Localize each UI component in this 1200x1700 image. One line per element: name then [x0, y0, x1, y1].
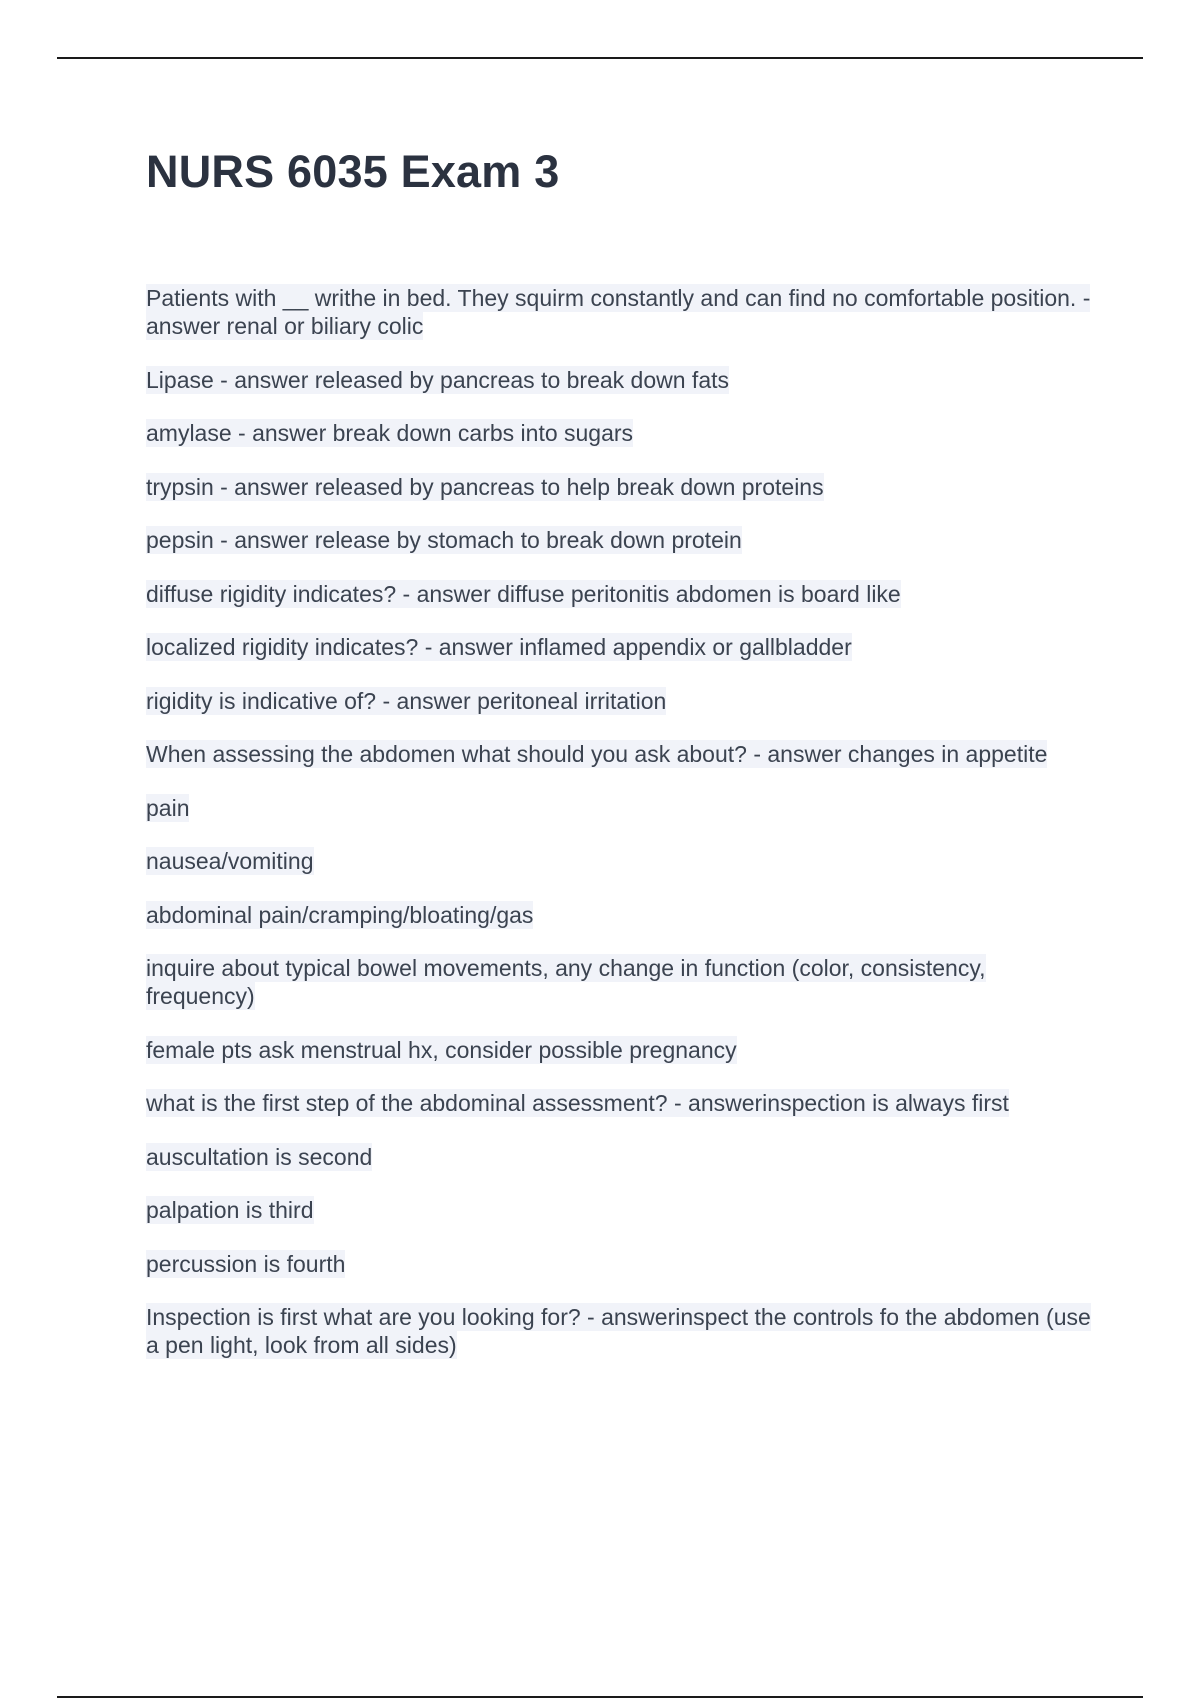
list-item — [146, 1036, 1096, 1064]
entry-text: diffuse rigidity indicates? - answer diffuse peritonitis abdomen is board like — [146, 580, 901, 607]
entry-text: pain — [146, 794, 190, 821]
list-item — [146, 526, 1096, 554]
entry-text: When assessing the abdomen what should you ask about? - answer changes in appetite — [146, 741, 1048, 767]
entry-text: nausea/vomiting — [146, 848, 314, 874]
list-item — [146, 954, 1096, 1010]
list-item — [146, 633, 1096, 661]
list-item — [146, 794, 1096, 822]
entry-text: Inspection is first what are you looking for? - answerinspect the controls fo the abdomen (use a pen light, look from all sides) — [146, 1304, 1091, 1358]
list-item — [146, 284, 1096, 340]
entry-text: Lipase - answer released by pancreas to break down fats — [146, 366, 729, 393]
entry-text: abdominal pain/cramping/bloating/gas — [146, 901, 534, 928]
entry-text: auscultation is second — [146, 1143, 373, 1170]
list-item — [146, 1196, 1096, 1224]
entry-text: palpation is third — [146, 1197, 314, 1223]
entry-text: Patients with __ writhe in bed. They squirm constantly and can find no comfortable position. - answer renal or biliary colic — [146, 285, 1091, 339]
entry-text: trypsin - answer released by pancreas to help break down proteins — [146, 473, 824, 500]
entry-text: localized rigidity indicates? - answer inflamed appendix or gallbladder — [146, 634, 852, 660]
list-item — [146, 473, 1096, 501]
entry-text: inquire about typical bowel movements, any change in function (color, consistency, frequency) — [146, 955, 986, 1009]
page-title: NURS 6035 Exam 3 — [146, 146, 560, 197]
bottom-rule — [57, 1696, 1143, 1698]
entry-text: pepsin - answer release by stomach to break down protein — [146, 527, 742, 553]
qa-list — [146, 284, 1096, 1385]
list-item — [146, 1250, 1096, 1278]
list-item — [146, 901, 1096, 929]
list-item — [146, 419, 1096, 447]
entry-text: amylase - answer break down carbs into sugars — [146, 420, 634, 446]
entry-text: rigidity is indicative of? - answer peritoneal irritation — [146, 687, 667, 714]
list-item — [146, 580, 1096, 608]
top-rule — [57, 57, 1143, 59]
list-item — [146, 1303, 1096, 1359]
entry-text: female pts ask menstrual hx, consider possible pregnancy — [146, 1036, 737, 1063]
list-item — [146, 847, 1096, 875]
entry-text: percussion is fourth — [146, 1250, 346, 1277]
list-item — [146, 1143, 1096, 1171]
list-item — [146, 687, 1096, 715]
list-item — [146, 366, 1096, 394]
entry-text: what is the first step of the abdominal assessment? - answerinspection is always first — [146, 1090, 1009, 1116]
list-item — [146, 1089, 1096, 1117]
list-item — [146, 740, 1096, 768]
